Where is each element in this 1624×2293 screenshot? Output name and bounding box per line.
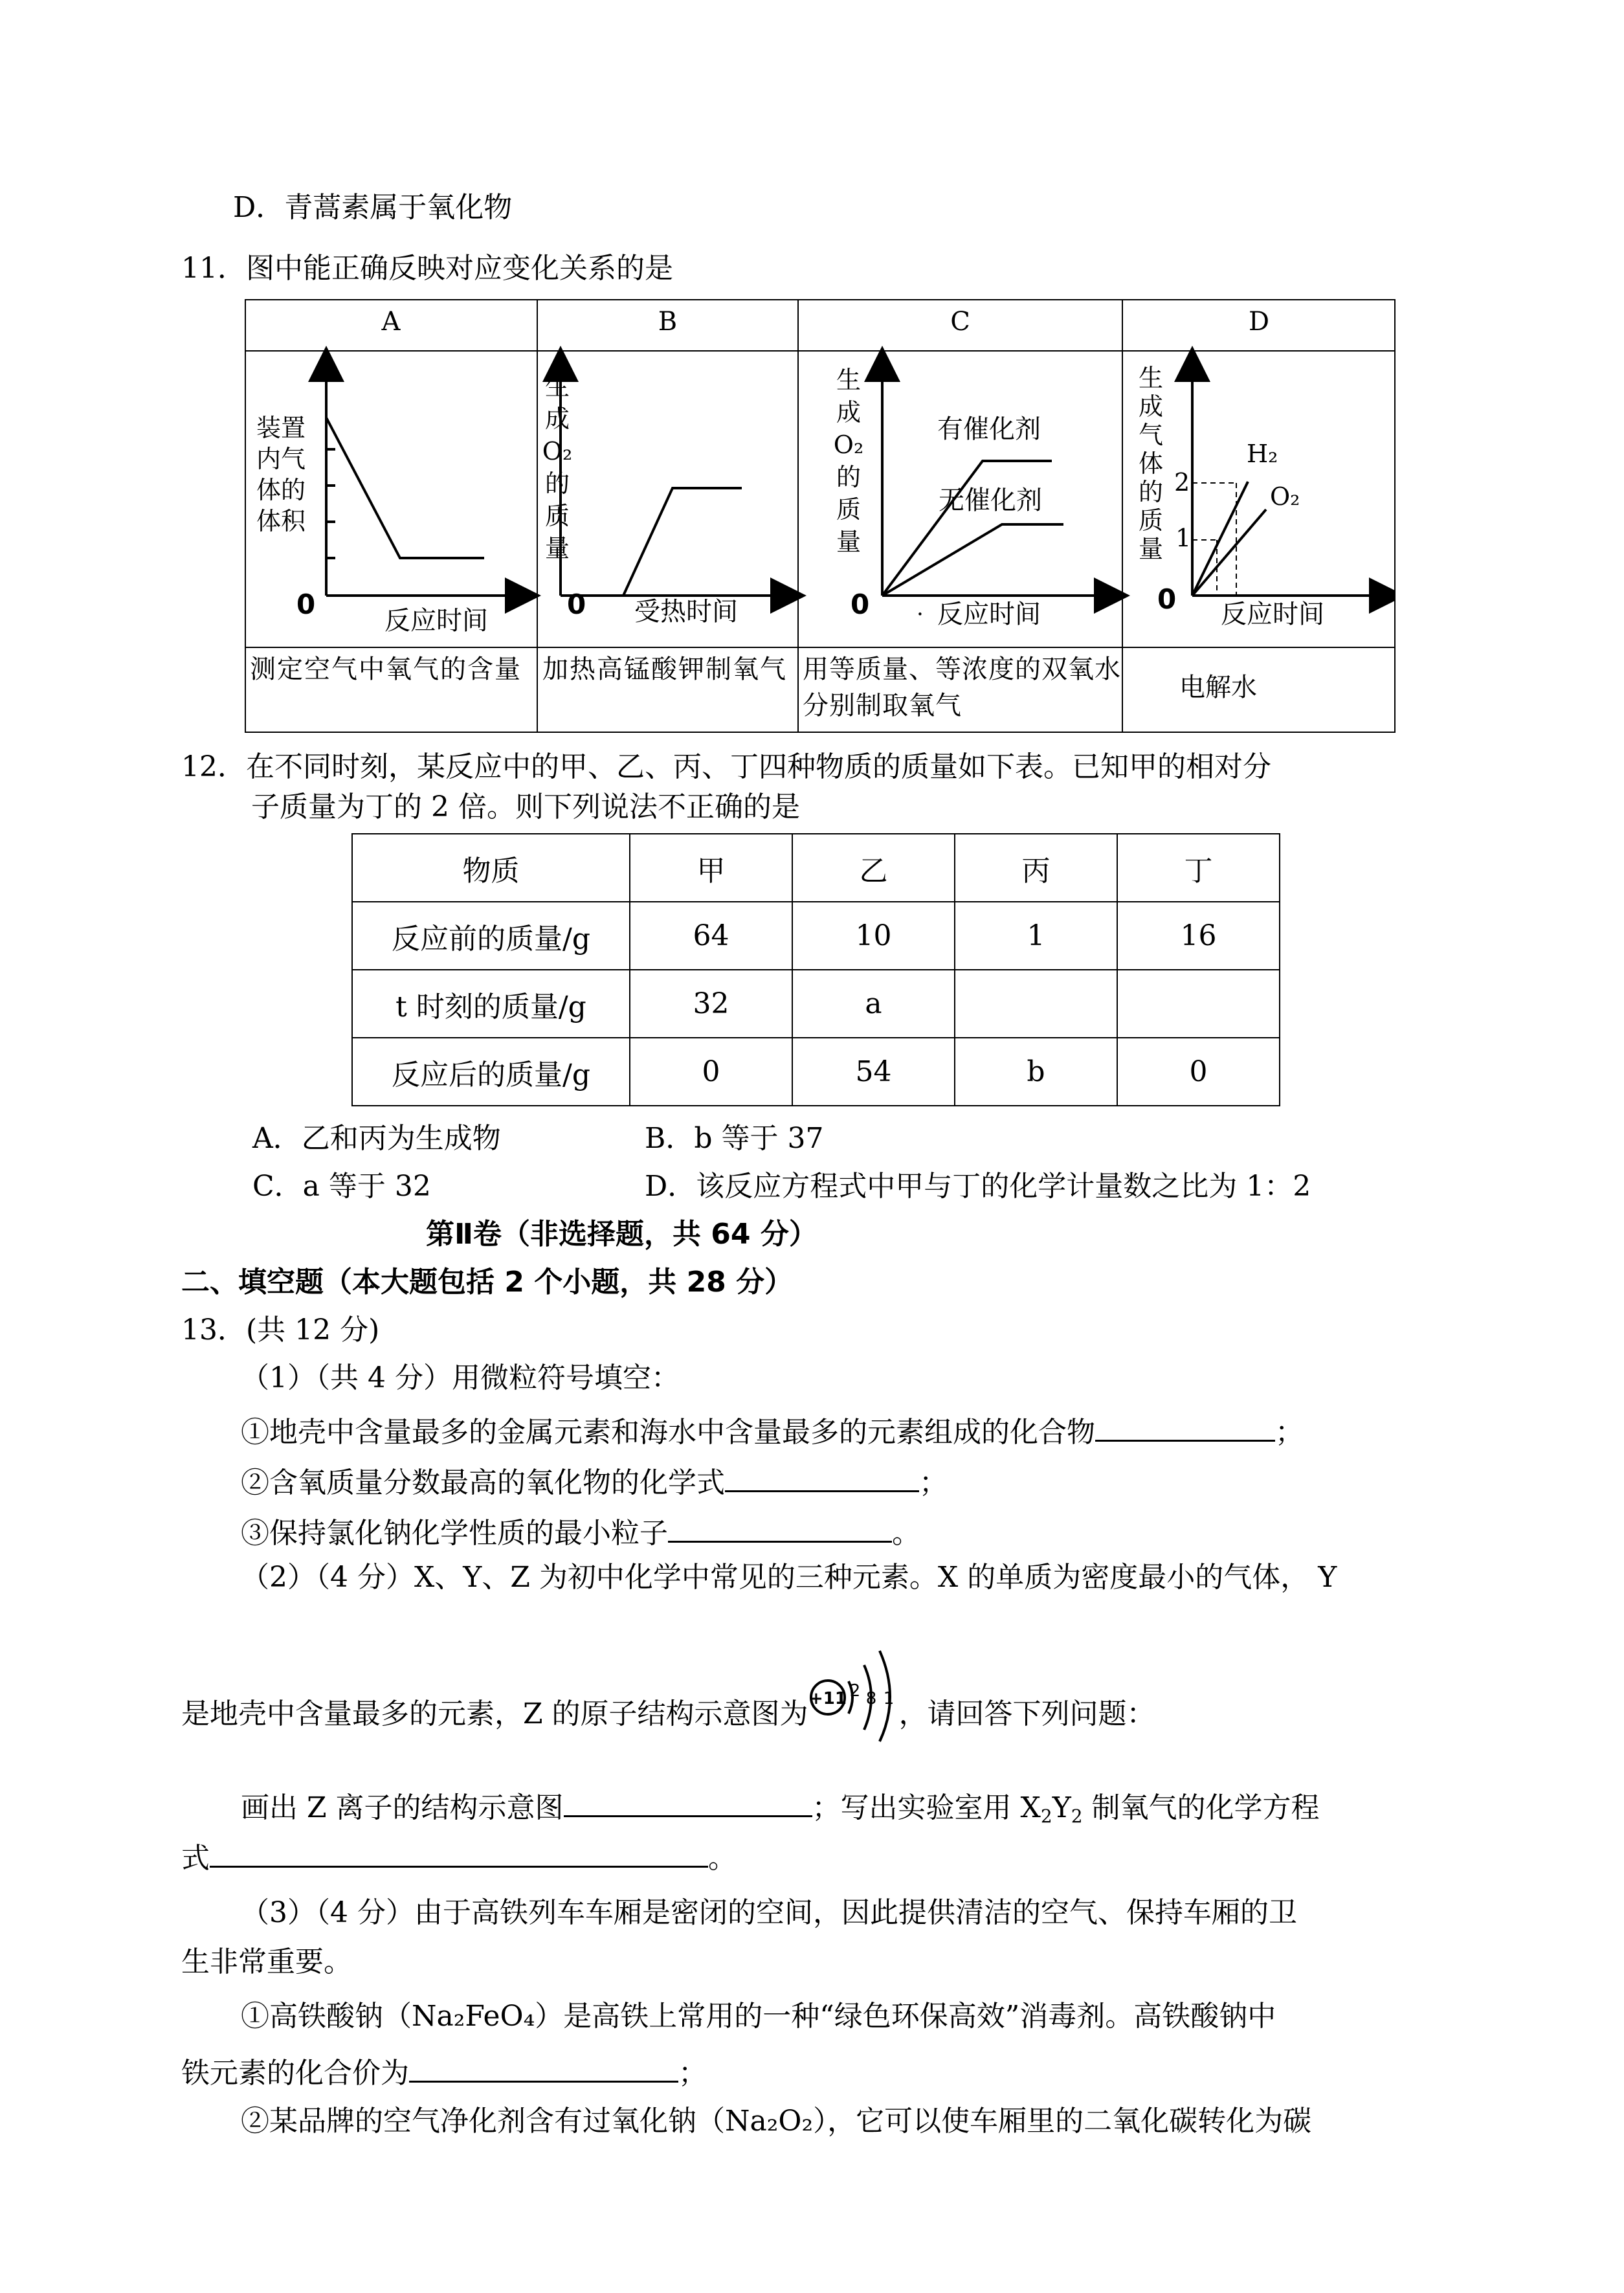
atom-shell-2: 8 bbox=[865, 1689, 876, 1708]
q13-p1-ii-text: ②含氧质量分数最高的氧化物的化学式 bbox=[241, 1466, 725, 1499]
graph-c bbox=[882, 364, 1112, 596]
q13-p3-i-end: ； bbox=[678, 2057, 707, 2090]
atom-diagram-svg bbox=[808, 1646, 899, 1743]
table-cell: 0 bbox=[1117, 1038, 1280, 1106]
q12-stem-line2: 子质量为丁的 2 倍。则下列说法不正确的是 bbox=[251, 790, 800, 823]
table-cell: 反应前的质量/g bbox=[352, 902, 630, 970]
graph-b-ylabel-1: 生 bbox=[544, 372, 570, 401]
q13-p1-iii bbox=[241, 1511, 920, 1550]
q13-p1-i bbox=[241, 1410, 1304, 1449]
q11-header-d: D bbox=[1248, 307, 1270, 337]
q13-p2-q-y: Y bbox=[1052, 1791, 1071, 1824]
q13-p1-i-end: ； bbox=[1275, 1416, 1304, 1449]
table-header-cell: 乙 bbox=[792, 834, 955, 902]
q13-p2-q-a: 画出 Z 离子的结构示意图 bbox=[241, 1791, 564, 1824]
graph-a-xlabel: 反应时间 bbox=[384, 606, 488, 636]
graph-c-xlabel: 反应时间 bbox=[937, 599, 1041, 629]
q12-option-c: C．a 等于 32 bbox=[252, 1170, 431, 1203]
answer-blank[interactable] bbox=[1095, 1410, 1275, 1442]
graph-a-ylabel-2: 内气 bbox=[256, 445, 306, 473]
graph-d-ylabel bbox=[1131, 364, 1170, 563]
graph-d-ylabel-2: 成 bbox=[1138, 392, 1163, 421]
q13-p2-q-end: 。 bbox=[708, 1842, 737, 1875]
table-cell: 32 bbox=[630, 970, 792, 1038]
graph-c-origin: 0 bbox=[851, 588, 870, 620]
graph-d bbox=[1192, 364, 1387, 596]
q13-p3-line1: （3）（4 分）由于高铁列车车厢是密闭的空间，因此提供清洁的空气、保持车厢的卫 bbox=[241, 1896, 1297, 1929]
q13-p1-iii-text: ③保持氯化钠化学性质的最小粒子 bbox=[241, 1517, 668, 1550]
graph-b-origin: 0 bbox=[567, 588, 586, 620]
q13-p3-ii-line1: ②某品牌的空气净化剂含有过氧化钠（Na₂O₂），它可以使车厢里的二氧化碳转化为碳 bbox=[241, 2105, 1312, 2138]
graph-c-dot: . bbox=[917, 595, 924, 621]
table-cell: 64 bbox=[630, 902, 792, 970]
q13-p2-question bbox=[241, 1785, 1320, 1827]
part2-title: 第Ⅱ卷（非选择题，共 64 分） bbox=[426, 1218, 818, 1251]
table-row bbox=[352, 834, 1280, 902]
graph-d-ylabel-6: 质 bbox=[1138, 506, 1163, 535]
graph-d-ylabel-1: 生 bbox=[1138, 364, 1163, 392]
atom-structure-diagram bbox=[808, 1681, 899, 1730]
graph-c-ylabel-3: O₂ bbox=[833, 431, 864, 459]
graph-a bbox=[326, 364, 523, 596]
q11-desc-c: 用等质量、等浓度的双氧水分别制取氧气 bbox=[803, 654, 1121, 721]
table-cell bbox=[955, 970, 1117, 1038]
atom-shell-1: 2 bbox=[849, 1681, 860, 1701]
q11-graph-table bbox=[245, 299, 1396, 733]
graph-d-ylabel-5: 的 bbox=[1138, 478, 1163, 506]
graph-a-origin: 0 bbox=[296, 588, 316, 620]
q11-header-c: C bbox=[950, 307, 970, 337]
table-header-cell: 丁 bbox=[1117, 834, 1280, 902]
q12-stem-line1: 12．在不同时刻，某反应中的甲、乙、丙、丁四种物质的质量如下表。已知甲的相对分 bbox=[181, 750, 1271, 783]
table-cell: a bbox=[792, 970, 955, 1038]
q10-option-d: D．青蒿素属于氧化物 bbox=[233, 191, 513, 224]
q13-p1-iii-end: 。 bbox=[892, 1517, 920, 1550]
graph-b-ylabel-4: 的 bbox=[544, 469, 570, 498]
atom-nucleus: +11 bbox=[808, 1689, 847, 1708]
graph-c-ylabel-1: 生 bbox=[836, 366, 861, 394]
table-row bbox=[352, 970, 1280, 1038]
table-header-cell: 丙 bbox=[955, 834, 1117, 902]
table-cell: 16 bbox=[1117, 902, 1280, 970]
q11-header-b: B bbox=[658, 307, 678, 337]
q11-header-a: A bbox=[381, 307, 401, 337]
graph-a-ylabel bbox=[256, 412, 306, 537]
graph-d-ylabel-3: 气 bbox=[1138, 421, 1163, 449]
q11-stem: 11．图中能正确反映对应变化关系的是 bbox=[181, 252, 673, 285]
graph-d-h2-label: H₂ bbox=[1247, 440, 1278, 468]
table-cell: 54 bbox=[792, 1038, 955, 1106]
table-cell: 反应后的质量/g bbox=[352, 1038, 630, 1106]
graph-c-line-bottom-label: 无催化剂 bbox=[939, 486, 1042, 515]
atom-shell-3: 1 bbox=[883, 1689, 894, 1708]
graph-b-ylabel-6: 量 bbox=[544, 534, 570, 563]
table-row bbox=[352, 1038, 1280, 1106]
answer-blank[interactable] bbox=[564, 1785, 812, 1817]
q13-p3-line2: 生非常重要。 bbox=[181, 1945, 352, 1978]
q13-p1-ii-end: ； bbox=[919, 1466, 948, 1499]
q13-p2-q-c: 制氧气的化学方程 bbox=[1082, 1791, 1320, 1824]
q11-desc-d: 电解水 bbox=[1179, 673, 1257, 702]
q13-p3-i-text: 铁元素的化合价为 bbox=[181, 2057, 409, 2090]
graph-d-tick-1: 1 bbox=[1175, 524, 1192, 552]
q13-p2-line2a: 是地壳中含量最多的元素，Z 的原子结构示意图为 bbox=[181, 1697, 808, 1730]
graph-b-ylabel-2: 成 bbox=[544, 405, 570, 433]
graph-c-ylabel-2: 成 bbox=[836, 398, 861, 427]
q13-p1-i-text: ①地壳中含量最多的金属元素和海水中含量最多的元素组成的化合物 bbox=[241, 1416, 1095, 1449]
q13-p2-line2 bbox=[181, 1681, 1155, 1731]
table-cell: t 时刻的质量/g bbox=[352, 970, 630, 1038]
q12-option-a: A．乙和丙为生成物 bbox=[252, 1122, 501, 1155]
graph-d-ylabel-7: 量 bbox=[1138, 535, 1163, 563]
q13-p2-q-d: 式 bbox=[181, 1842, 210, 1875]
q13-p1-ii bbox=[241, 1460, 948, 1500]
graph-d-o2-label: O₂ bbox=[1270, 482, 1300, 511]
q13-p2-q-sub2: 2 bbox=[1071, 1806, 1083, 1827]
q12-data-table bbox=[351, 833, 1280, 1106]
graph-b bbox=[561, 364, 788, 596]
graph-a-ylabel-1: 装置 bbox=[256, 414, 306, 442]
graph-d-tick-2: 2 bbox=[1174, 468, 1190, 497]
graph-b-ylabel-5: 质 bbox=[544, 502, 570, 530]
q13-p1-head: （1）（共 4 分）用微粒符号填空： bbox=[241, 1361, 680, 1394]
graph-c-ylabel-4: 的 bbox=[836, 463, 861, 491]
table-header-cell: 物质 bbox=[352, 834, 630, 902]
graph-b-xlabel: 受热时间 bbox=[634, 597, 738, 627]
q13-p2-line1: （2）（4 分）X、Y、Z 为初中化学中常见的三种元素。X 的单质为密度最小的气体， Y bbox=[241, 1561, 1337, 1594]
q11-desc-b: 加热高锰酸钾制氧气 bbox=[542, 654, 787, 684]
q11-desc-a: 测定空气中氧气的含量 bbox=[250, 654, 522, 684]
q13-head: 13．(共 12 分) bbox=[181, 1314, 380, 1347]
answer-blank[interactable] bbox=[210, 1836, 708, 1868]
q13-p2-question-2 bbox=[181, 1836, 737, 1875]
graph-d-ylabel-4: 体 bbox=[1138, 449, 1163, 478]
answer-blank[interactable] bbox=[725, 1460, 919, 1492]
graph-d-origin: 0 bbox=[1157, 583, 1177, 615]
q13-p2-line2b: ，请回答下列问题： bbox=[898, 1697, 1155, 1730]
graph-c-ylabel-5: 质 bbox=[836, 495, 861, 524]
graph-c-line-top-label: 有催化剂 bbox=[937, 414, 1041, 444]
table-cell bbox=[1117, 970, 1280, 1038]
answer-blank[interactable] bbox=[409, 2051, 678, 2083]
table-cell: 10 bbox=[792, 902, 955, 970]
table-row bbox=[352, 902, 1280, 970]
graph-a-ylabel-4: 体积 bbox=[256, 507, 306, 535]
graph-c-ylabel-6: 量 bbox=[836, 528, 861, 556]
graph-b-ylabel bbox=[535, 370, 580, 565]
table-header-cell: 甲 bbox=[630, 834, 792, 902]
table-cell: 1 bbox=[955, 902, 1117, 970]
graph-b-ylabel-3: O₂ bbox=[542, 437, 573, 465]
table-cell: 0 bbox=[630, 1038, 792, 1106]
q13-p3-i-line1: ①高铁酸钠（Na₂FeO₄）是高铁上常用的一种“绿色环保高效”消毒剂。高铁酸钠中 bbox=[241, 2000, 1276, 2033]
q12-option-d: D．该反应方程式中甲与丁的化学计量数之比为 1：2 bbox=[645, 1170, 1311, 1203]
table-cell: b bbox=[955, 1038, 1117, 1106]
q12-option-b: B．b 等于 37 bbox=[645, 1122, 824, 1155]
q13-p2-q-sub1: 2 bbox=[1040, 1806, 1052, 1827]
answer-blank[interactable] bbox=[668, 1511, 892, 1543]
graph-d-xlabel: 反应时间 bbox=[1221, 599, 1324, 629]
q13-p3-i-line2 bbox=[181, 2051, 707, 2090]
section-title: 二、填空题（本大题包括 2 个小题，共 28 分） bbox=[181, 1266, 794, 1299]
graph-c-ylabel bbox=[826, 364, 871, 558]
q13-p2-q-b: ；写出实验室用 X bbox=[812, 1791, 1041, 1824]
graph-a-ylabel-3: 体的 bbox=[256, 476, 306, 504]
